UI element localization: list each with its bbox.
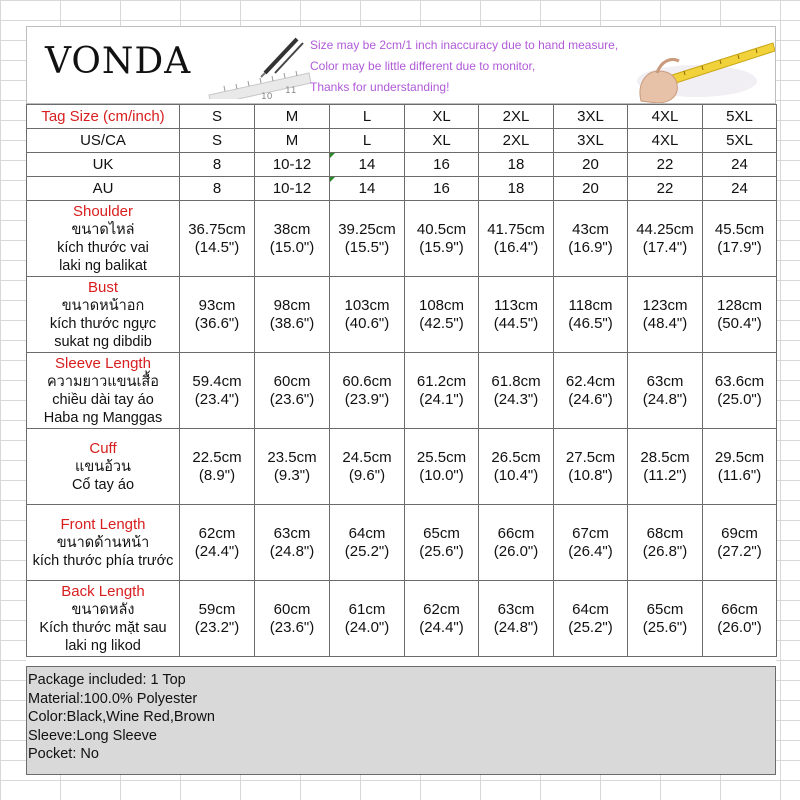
ruler-pencil-icon xyxy=(205,33,315,99)
value-cm: 63.6cm xyxy=(714,372,765,390)
standard-row-uk xyxy=(27,153,777,177)
size-table xyxy=(26,104,777,657)
standard-value-s: 8 xyxy=(180,153,255,177)
value-inch: (10.0") xyxy=(419,466,464,484)
standard-value-m: 10-12 xyxy=(255,153,330,177)
standard-value-3xl: 20 xyxy=(554,153,628,177)
ruler-mark-10: 10 xyxy=(261,92,273,99)
measurement-cell-5xl xyxy=(703,353,777,429)
measurement-cell-m xyxy=(255,353,330,429)
measurement-label xyxy=(27,277,180,353)
value-inch: (14.5") xyxy=(194,238,240,256)
value-inch: (9.3") xyxy=(273,466,311,484)
value-inch: (50.4") xyxy=(717,314,762,332)
value-inch: (23.4") xyxy=(194,390,240,408)
value-cm: 63cm xyxy=(497,600,535,618)
standard-value-s: 8 xyxy=(180,177,255,201)
value-cm: 26.5cm xyxy=(491,448,541,466)
measurement-cell-4xl xyxy=(628,429,703,505)
value-cm: 29.5cm xyxy=(714,448,765,466)
measurement-translation: ขนาดไหล่ xyxy=(71,221,135,238)
value-inch: (24.8") xyxy=(269,542,315,560)
measurement-row xyxy=(27,277,777,353)
value-inch: (16.9") xyxy=(568,238,613,256)
measurement-translation: Haba ng Manggas xyxy=(43,409,163,426)
value-cm: 66cm xyxy=(497,524,535,542)
standard-value-xl: XL xyxy=(405,129,479,153)
standard-label: AU xyxy=(27,177,180,201)
value-cm: 61cm xyxy=(348,600,386,618)
value-inch: (24.8") xyxy=(493,618,539,636)
measurement-translation: แขนอ้วน xyxy=(75,458,131,475)
size-header-4xl: 4XL xyxy=(628,105,703,129)
measurement-cell-s xyxy=(180,277,255,353)
standard-value-5xl: 5XL xyxy=(703,129,777,153)
measurement-name: Cuff xyxy=(89,439,117,457)
standard-value-m: M xyxy=(255,129,330,153)
measurement-translation: ความยาวแขนเสื้อ xyxy=(46,373,159,390)
measurement-cell-2xl xyxy=(479,353,554,429)
measurement-cell-l xyxy=(330,353,405,429)
measurement-label xyxy=(27,429,180,505)
info-package: Package included: 1 Top xyxy=(28,672,186,688)
value-cm: 93cm xyxy=(198,296,236,314)
value-cm: 61.2cm xyxy=(416,372,467,390)
value-cm: 64cm xyxy=(572,600,609,618)
size-chart-sheet xyxy=(26,26,776,775)
size-header-l: L xyxy=(330,105,405,129)
measurement-label xyxy=(27,581,180,657)
size-header-5xl: 5XL xyxy=(703,105,777,129)
measurement-row xyxy=(27,505,777,581)
measurement-cell-s xyxy=(180,429,255,505)
value-inch: (36.6") xyxy=(194,314,240,332)
value-cm: 43cm xyxy=(572,220,609,238)
value-inch: (24.8") xyxy=(642,390,688,408)
measurement-cell-m xyxy=(255,581,330,657)
standard-value-2xl: 18 xyxy=(479,153,554,177)
measurement-row xyxy=(27,201,777,277)
measurement-cell-5xl xyxy=(703,429,777,505)
measurement-cell-3xl xyxy=(554,581,628,657)
measurement-name: Back Length xyxy=(61,582,145,600)
measurement-translation: laki ng balikat xyxy=(59,257,147,274)
measurement-cell-xl xyxy=(405,201,479,277)
size-header-s: S xyxy=(180,105,255,129)
disclaimer-line: Thanks for understanding! xyxy=(310,80,450,94)
measurement-cell-4xl xyxy=(628,277,703,353)
value-inch: (15.5") xyxy=(344,238,390,256)
value-cm: 113cm xyxy=(494,296,538,314)
value-inch: (25.2") xyxy=(344,542,390,560)
measurement-cell-l xyxy=(330,429,405,505)
value-cm: 39.25cm xyxy=(338,220,396,238)
value-inch: (46.5") xyxy=(568,314,613,332)
standard-value-2xl: 18 xyxy=(479,177,554,201)
value-cm: 108cm xyxy=(418,296,465,314)
value-cm: 59.4cm xyxy=(192,372,242,390)
measurement-cell-4xl xyxy=(628,581,703,657)
measurement-translation: Cổ tay áo xyxy=(71,476,135,493)
measurement-cell-l xyxy=(330,201,405,277)
value-cm: 62.4cm xyxy=(565,372,616,390)
standard-value-3xl: 3XL xyxy=(554,129,628,153)
standard-row-us-ca xyxy=(27,129,777,153)
measurement-name: Bust xyxy=(87,278,118,296)
measurement-cell-3xl xyxy=(554,429,628,505)
standard-value-4xl: 4XL xyxy=(628,129,703,153)
product-info-box xyxy=(26,666,776,775)
standard-value-xl: 16 xyxy=(405,177,479,201)
measurement-label xyxy=(27,201,180,277)
value-cm: 23.5cm xyxy=(267,448,317,466)
size-header-2xl: 2XL xyxy=(479,105,554,129)
value-inch: (10.4") xyxy=(493,466,539,484)
measurement-cell-l xyxy=(330,277,405,353)
value-cm: 128cm xyxy=(716,296,763,314)
value-cm: 64cm xyxy=(348,524,386,542)
standard-value-m: 10-12 xyxy=(255,177,330,201)
measurement-cell-2xl xyxy=(479,201,554,277)
value-inch: (27.2") xyxy=(717,542,762,560)
standard-value-l: L xyxy=(330,129,405,153)
standard-row-au xyxy=(27,177,777,201)
value-inch: (8.9") xyxy=(198,466,236,484)
value-cm: 118cm xyxy=(568,296,613,314)
measurement-translation: kích thước ngực xyxy=(49,315,157,332)
value-cm: 68cm xyxy=(646,524,684,542)
value-cm: 67cm xyxy=(572,524,609,542)
measurement-cell-xl xyxy=(405,581,479,657)
value-cm: 36.75cm xyxy=(188,220,246,238)
standard-value-4xl: 22 xyxy=(628,153,703,177)
value-cm: 59cm xyxy=(198,600,236,618)
value-cm: 27.5cm xyxy=(565,448,616,466)
measurement-cell-m xyxy=(255,505,330,581)
value-cm: 41.75cm xyxy=(487,220,545,238)
standard-value-l: 14 xyxy=(330,153,405,177)
value-cm: 45.5cm xyxy=(714,220,765,238)
brand-logo: VONDA xyxy=(45,41,192,82)
standard-value-4xl: 22 xyxy=(628,177,703,201)
value-cm: 40.5cm xyxy=(416,220,467,238)
value-inch: (24.3") xyxy=(493,390,539,408)
measurement-cell-xl xyxy=(405,429,479,505)
measurement-cell-3xl xyxy=(554,353,628,429)
standard-label: US/CA xyxy=(27,129,180,153)
value-cm: 28.5cm xyxy=(640,448,690,466)
measurement-name: Sleeve Length xyxy=(55,354,151,372)
measurement-cell-5xl xyxy=(703,277,777,353)
value-inch: (15.9") xyxy=(419,238,464,256)
measurement-cell-5xl xyxy=(703,505,777,581)
measuring-tape-hand-icon xyxy=(627,31,775,103)
measurement-cell-xl xyxy=(405,353,479,429)
standard-label: UK xyxy=(27,153,180,177)
value-inch: (25.6") xyxy=(419,542,464,560)
value-cm: 22.5cm xyxy=(192,448,242,466)
measurement-translation: chiều dài tay áo xyxy=(52,391,154,408)
measurement-cell-2xl xyxy=(479,581,554,657)
value-cm: 60cm xyxy=(273,600,311,618)
value-inch: (26.0") xyxy=(493,542,539,560)
info-pocket: Pocket: No xyxy=(28,746,99,763)
measurement-cell-xl xyxy=(405,277,479,353)
value-inch: (10.8") xyxy=(568,466,613,484)
measurement-name: Shoulder xyxy=(72,202,134,220)
value-inch: (24.6") xyxy=(568,390,613,408)
measurement-cell-m xyxy=(255,429,330,505)
measurement-cell-2xl xyxy=(479,429,554,505)
measurement-cell-s xyxy=(180,353,255,429)
value-cm: 66cm xyxy=(721,600,758,618)
measurement-translation: ขนาดด้านหน้า xyxy=(56,534,150,551)
measurement-label xyxy=(27,505,180,581)
value-cm: 123cm xyxy=(642,296,688,314)
value-inch: (24.4") xyxy=(419,618,464,636)
value-inch: (26.4") xyxy=(568,542,613,560)
measurement-cell-s xyxy=(180,581,255,657)
standard-value-5xl: 24 xyxy=(703,153,777,177)
value-inch: (48.4") xyxy=(642,314,688,332)
value-cm: 24.5cm xyxy=(342,448,392,466)
measurement-row xyxy=(27,429,777,505)
tag-size-header: Tag Size (cm/inch) xyxy=(27,105,180,129)
measurement-cell-m xyxy=(255,277,330,353)
value-cm: 63cm xyxy=(646,372,684,390)
value-inch: (24.4") xyxy=(194,542,240,560)
measurement-label xyxy=(27,353,180,429)
ruler-mark-11: 11 xyxy=(285,86,297,96)
measurement-cell-2xl xyxy=(479,505,554,581)
measurement-translation: sukat ng dibdib xyxy=(54,333,152,350)
measurement-cell-s xyxy=(180,505,255,581)
disclaimer-line: Size may be 2cm/1 inch inaccuracy due to hand measure, xyxy=(310,38,619,52)
measurement-cell-xl xyxy=(405,505,479,581)
standard-value-s: S xyxy=(180,129,255,153)
measurement-cell-m xyxy=(255,201,330,277)
measurement-translation: Kích thước mặt sau xyxy=(39,619,167,636)
value-inch: (40.6") xyxy=(344,314,390,332)
value-inch: (26.0") xyxy=(717,618,762,636)
value-inch: (23.6") xyxy=(269,390,315,408)
header-row xyxy=(27,105,777,129)
value-inch: (25.2") xyxy=(568,618,613,636)
value-inch: (16.4") xyxy=(493,238,539,256)
info-sleeve: Sleeve:Long Sleeve xyxy=(28,727,157,744)
measurement-translation: kích thước vai xyxy=(57,239,149,256)
measurement-cell-3xl xyxy=(554,505,628,581)
value-cm: 60cm xyxy=(273,372,311,390)
measurement-cell-l xyxy=(330,581,405,657)
value-cm: 63cm xyxy=(273,524,311,542)
size-header-xl: XL xyxy=(405,105,479,129)
value-inch: (24.0") xyxy=(344,618,390,636)
value-inch: (23.9") xyxy=(344,390,390,408)
value-inch: (9.6") xyxy=(348,466,386,484)
value-inch: (42.5") xyxy=(419,314,464,332)
value-cm: 38cm xyxy=(273,220,311,238)
value-cm: 69cm xyxy=(721,524,758,542)
value-cm: 62cm xyxy=(198,524,236,542)
value-inch: (23.2") xyxy=(194,618,240,636)
standard-value-xl: 16 xyxy=(405,153,479,177)
standard-value-l: 14 xyxy=(330,177,405,201)
measurement-cell-3xl xyxy=(554,201,628,277)
measurement-translation: ขนาดหน้าอก xyxy=(61,297,145,314)
measurement-translation: kích thước phía trước xyxy=(32,552,174,569)
value-inch: (44.5") xyxy=(493,314,539,332)
value-cm: 60.6cm xyxy=(342,372,392,390)
value-inch: (11.2") xyxy=(643,466,687,484)
size-header-m: M xyxy=(255,105,330,129)
measurement-cell-s xyxy=(180,201,255,277)
measurement-cell-3xl xyxy=(554,277,628,353)
value-cm: 25.5cm xyxy=(416,448,467,466)
measurement-cell-4xl xyxy=(628,505,703,581)
standard-value-3xl: 20 xyxy=(554,177,628,201)
measurement-cell-4xl xyxy=(628,201,703,277)
value-inch: (17.9") xyxy=(717,238,762,256)
measurement-name: Front Length xyxy=(60,515,146,533)
measurement-cell-5xl xyxy=(703,581,777,657)
value-cm: 62cm xyxy=(423,600,460,618)
value-inch: (11.6") xyxy=(717,466,762,484)
disclaimer-line: Color may be little different due to monitor, xyxy=(310,59,536,73)
measurement-cell-2xl xyxy=(479,277,554,353)
info-material: Material:100.0% Polyester xyxy=(28,690,198,707)
value-cm: 65cm xyxy=(423,524,460,542)
standard-value-5xl: 24 xyxy=(703,177,777,201)
value-inch: (38.6") xyxy=(269,314,315,332)
measurement-translation: ขนาดหลัง xyxy=(71,601,135,618)
measurement-row xyxy=(27,581,777,657)
standard-value-2xl: 2XL xyxy=(479,129,554,153)
value-inch: (25.0") xyxy=(717,390,762,408)
size-header-3xl: 3XL xyxy=(554,105,628,129)
value-cm: 44.25cm xyxy=(636,220,694,238)
value-inch: (26.8") xyxy=(642,542,688,560)
measurement-cell-4xl xyxy=(628,353,703,429)
measurement-cell-5xl xyxy=(703,201,777,277)
value-inch: (23.6") xyxy=(269,618,315,636)
value-cm: 65cm xyxy=(646,600,684,618)
value-cm: 98cm xyxy=(273,296,311,314)
value-inch: (17.4") xyxy=(642,238,688,256)
disclaimer-notes xyxy=(310,35,630,98)
value-cm: 103cm xyxy=(344,296,390,314)
value-inch: (15.0") xyxy=(269,238,315,256)
brand-banner xyxy=(26,26,776,104)
info-color: Color:Black,Wine Red,Brown xyxy=(28,709,215,726)
measurement-cell-l xyxy=(330,505,405,581)
value-inch: (24.1") xyxy=(419,390,464,408)
value-cm: 61.8cm xyxy=(491,372,541,390)
value-inch: (25.6") xyxy=(642,618,688,636)
measurement-row xyxy=(27,353,777,429)
measurement-translation: laki ng likod xyxy=(65,637,141,654)
